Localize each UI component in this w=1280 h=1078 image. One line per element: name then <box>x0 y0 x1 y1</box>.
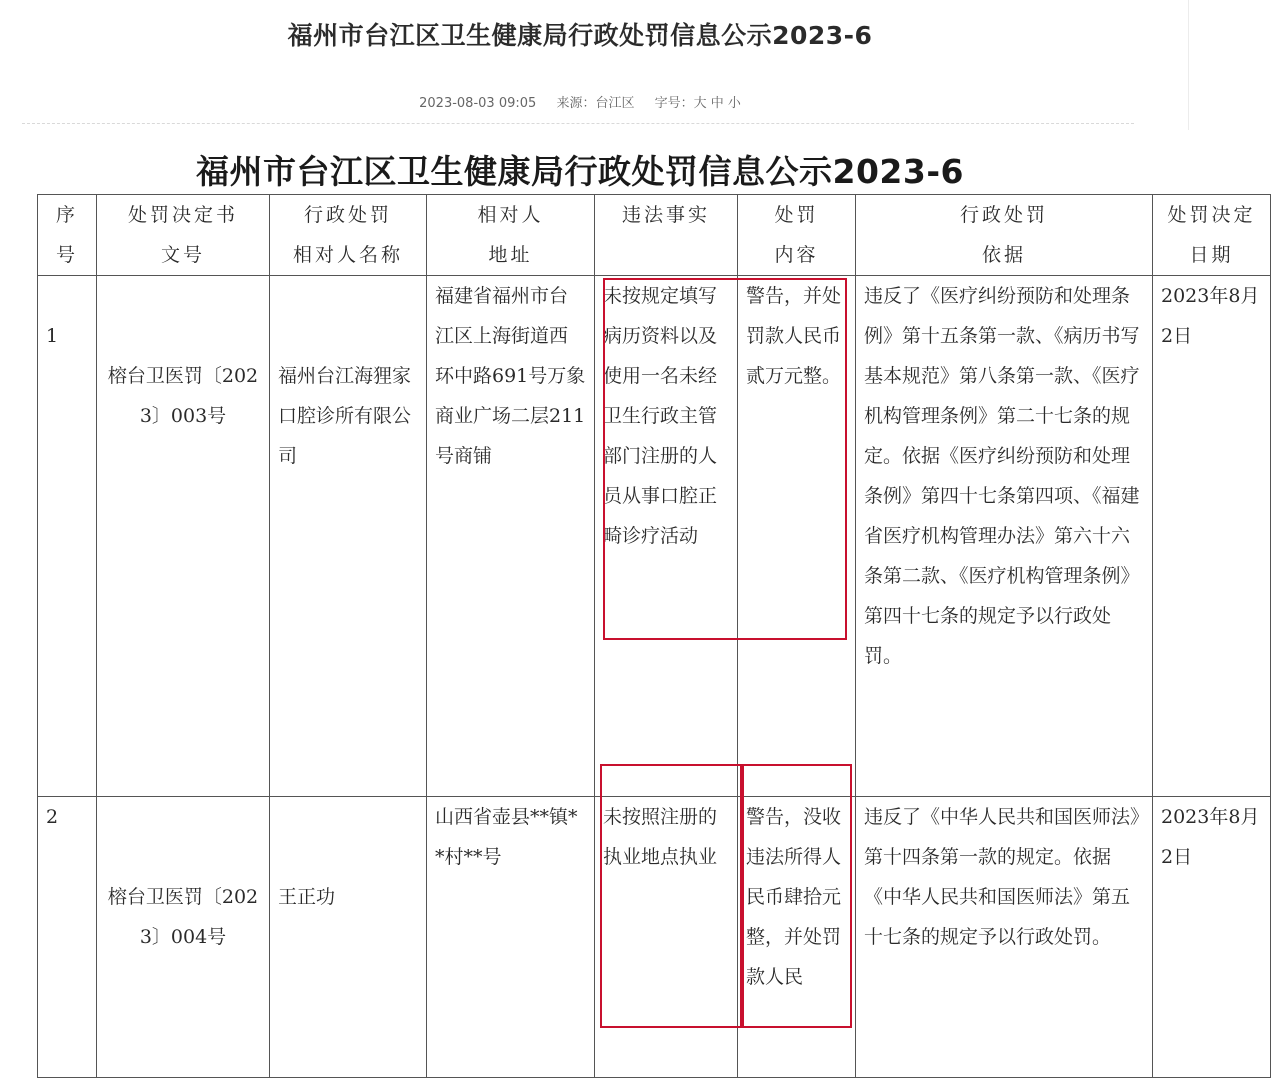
cell-violation: 未按照注册的执业地点执业 <box>595 797 738 1078</box>
sidebar-divider <box>1188 0 1189 130</box>
cell-no: 2 <box>38 797 97 1078</box>
cell-party-name: 福州台江海狸家口腔诊所有限公司 <box>270 276 427 797</box>
cell-doc-no: 榕台卫医罚〔2023〕004号 <box>97 797 270 1078</box>
cell-penalty: 警告，并处罚款人民币贰万元整。 <box>738 276 856 797</box>
publish-date: 2023-08-03 09:05 <box>419 96 537 111</box>
header-date: 处罚决定 日期 <box>1153 195 1271 276</box>
cell-date: 2023年8月2日 <box>1153 276 1271 797</box>
source-label: 来源：台江区 <box>556 96 635 111</box>
header-penalty: 处罚 内容 <box>738 195 856 276</box>
cell-doc-no: 榕台卫医罚〔2023〕003号 <box>97 276 270 797</box>
page-title: 福州市台江区卫生健康局行政处罚信息公示2023-6 <box>287 21 873 50</box>
cell-address: 福建省福州市台江区上海街道西环中路691号万象商业广场二层211号商铺 <box>427 276 595 797</box>
header-violation: 违法事实 <box>595 195 738 276</box>
header-address: 相对人 地址 <box>427 195 595 276</box>
article-meta <box>0 92 1160 111</box>
header-party-name: 行政处罚 相对人名称 <box>270 195 427 276</box>
cell-party-name: 王正功 <box>270 797 427 1078</box>
table-row <box>38 797 1271 1078</box>
cell-basis: 违反了《医疗纠纷预防和处理条例》第十五条第一款、《病历书写基本规范》第八条第一款、《医疗机构管理条例》第二十七条的规定。依据《医疗纠纷预防和处理条例》第四十七条第四项、《福建省医疗机构管理办法》第六十六条第二款、《医疗机构管理条例》第四十七条的规定予以行政处罚。 <box>856 276 1153 797</box>
penalty-table <box>37 194 1271 1078</box>
table-header-row <box>38 195 1271 276</box>
cell-basis: 违反了《中华人民共和国医师法》第十四条第一款的规定。依据《中华人民共和国医师法》第五十七条的规定予以行政处罚。 <box>856 797 1153 1078</box>
header-basis: 行政处罚 依据 <box>856 195 1153 276</box>
header-no: 序 号 <box>38 195 97 276</box>
font-size-switch[interactable]: 字号：大 中 小 <box>654 96 741 111</box>
divider <box>22 123 1134 124</box>
cell-violation: 未按规定填写病历资料以及使用一名未经卫生行政主管部门注册的人员从事口腔正畸诊疗活动 <box>595 276 738 797</box>
header-doc-no: 处罚决定书 文号 <box>97 195 270 276</box>
cell-address: 山西省壶县**镇**村**号 <box>427 797 595 1078</box>
cell-no: 1 <box>38 276 97 797</box>
document-title: 福州市台江区卫生健康局行政处罚信息公示2023-6 <box>195 152 964 191</box>
cell-penalty: 警告，没收违法所得人民币肆拾元整，并处罚款人民 <box>738 797 856 1078</box>
table-row <box>38 276 1271 797</box>
cell-date: 2023年8月2日 <box>1153 797 1271 1078</box>
